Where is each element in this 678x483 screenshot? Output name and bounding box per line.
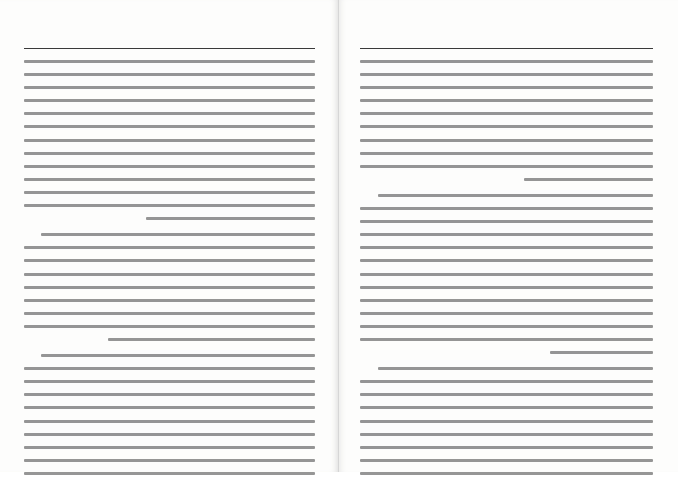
right-page xyxy=(339,0,678,472)
left-paragraph-2 xyxy=(24,228,315,346)
left-paragraph-3 xyxy=(24,349,315,480)
right-running-head xyxy=(360,34,653,49)
right-body-text xyxy=(360,55,653,483)
right-paragraph-1 xyxy=(360,55,653,186)
left-body-text xyxy=(24,55,315,483)
left-page xyxy=(0,0,339,472)
left-paragraph-1 xyxy=(24,55,315,225)
left-running-head xyxy=(24,34,315,49)
right-paragraph-3 xyxy=(360,362,653,480)
right-paragraph-2 xyxy=(360,189,653,359)
